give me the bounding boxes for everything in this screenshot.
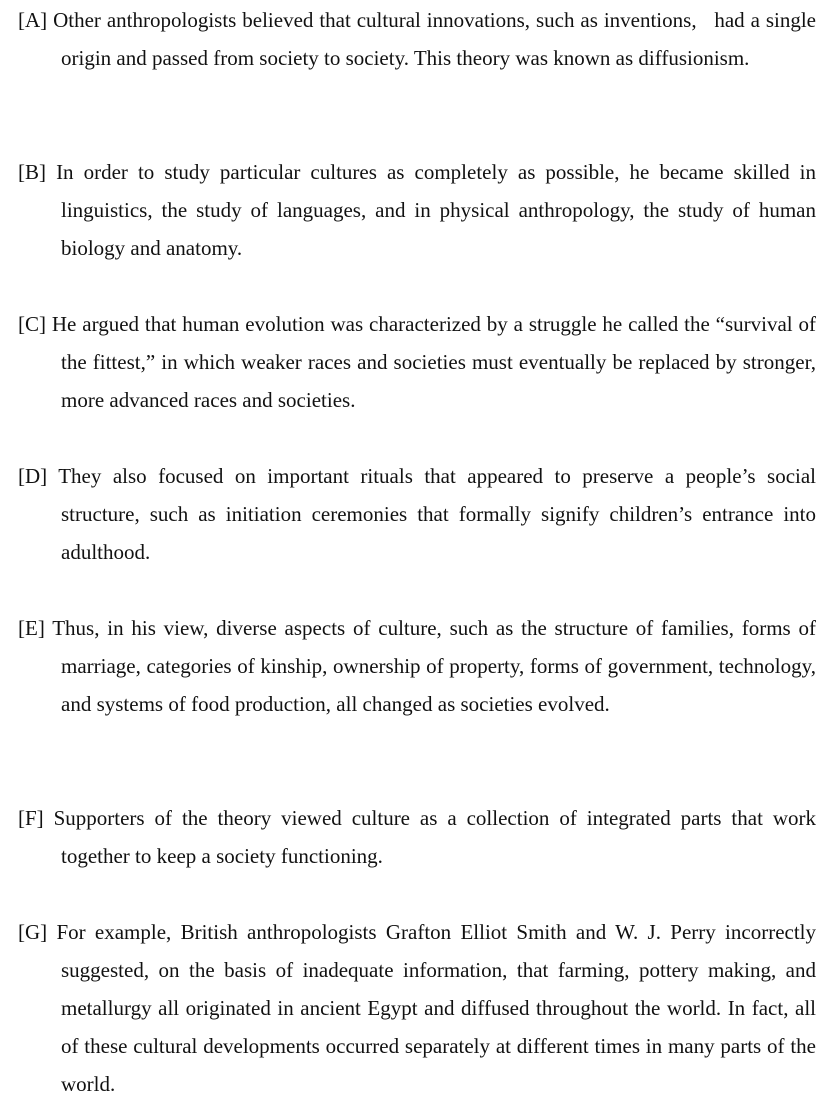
paragraph-label: [C]	[18, 312, 46, 336]
paragraph-text: Supporters of the theory viewed culture as a collection of integrated parts that work together to keep a society functioning.	[53, 806, 816, 868]
paragraph-d	[18, 457, 816, 571]
paragraph-text: Thus, in his view, diverse aspects of culture, such as the structure of families, forms of marriage, categories of kinship, ownership of property, forms of government, technology, and systems of food production, all changed as societies evolved.	[52, 616, 816, 716]
paragraph-text: Other anthropologists believed that cultural innovations, such as inventions, had a single origin and passed from society to society. This theory was known as diffusionism.	[53, 8, 817, 70]
paragraph-text: In order to study particular cultures as completely as possible, he became skilled in linguistics, the study of languages, and in physical anthropology, the study of human biology and anatomy.	[56, 160, 816, 260]
paragraph-c	[18, 305, 816, 419]
paragraph-g	[18, 913, 816, 1103]
paragraph-label: [D]	[18, 464, 48, 488]
paragraph-e	[18, 609, 816, 723]
paragraph-b	[18, 153, 816, 267]
paragraph-text: For example, British anthropologists Grafton Elliot Smith and W. J. Perry incorrectly suggested, on the basis of inadequate information, that farming, pottery making, and metallurgy all originated in ancient Egypt and diffused throughout the world. In fact, all of these cultural developments occurred separately at different times in many parts of the world.	[56, 920, 817, 1096]
paragraph-f	[18, 799, 816, 875]
paragraph-label: [G]	[18, 920, 48, 944]
paragraph-a	[18, 1, 816, 77]
paragraph-label: [A]	[18, 8, 48, 32]
paragraph-label: [F]	[18, 806, 44, 830]
paragraph-label: [B]	[18, 160, 46, 184]
paragraph-label: [E]	[18, 616, 45, 640]
paragraph-text: He argued that human evolution was characterized by a struggle he called the “survival of the fittest,” in which weaker races and societies must eventually be replaced by stronger, more advanced races and societies.	[51, 312, 817, 412]
paragraph-text: They also focused on important rituals that appeared to preserve a people’s social structure, such as initiation ceremonies that formally signify children’s entrance into adulthood.	[58, 464, 817, 564]
